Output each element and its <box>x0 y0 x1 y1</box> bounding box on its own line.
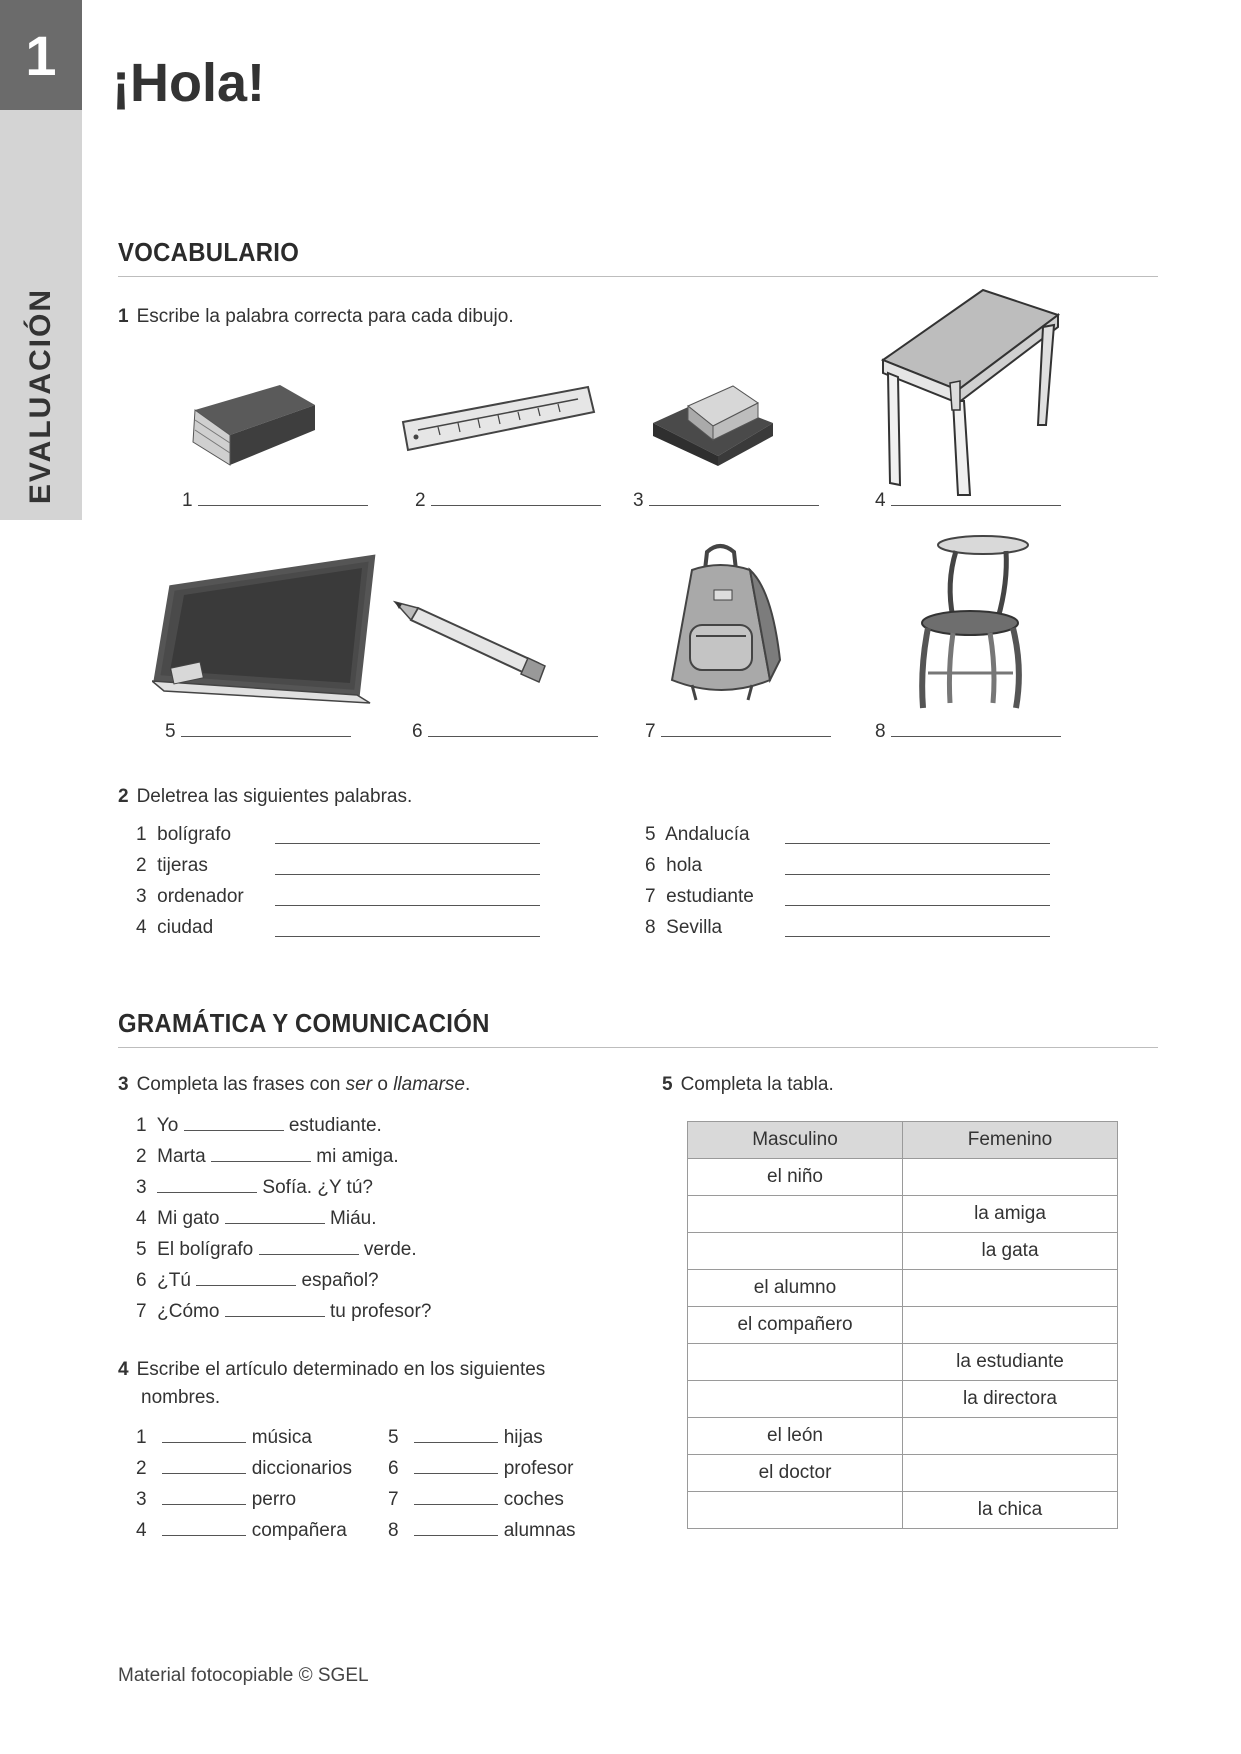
article-item: 7 coches <box>388 1489 564 1510</box>
answer-blank[interactable] <box>785 935 1050 937</box>
pencil-icon <box>393 598 553 683</box>
exercise-5-heading: 5 Completa la tabla. <box>662 1074 834 1095</box>
article-item: 8 alumnas <box>388 1520 576 1541</box>
side-label-container <box>0 110 82 520</box>
answer-blank[interactable] <box>891 504 1061 506</box>
table-cell[interactable] <box>903 1270 1118 1307</box>
answer-blank[interactable] <box>211 1160 311 1162</box>
answer-blank[interactable] <box>785 904 1050 906</box>
answer-blank[interactable] <box>259 1253 359 1255</box>
table-cell[interactable]: la directora <box>903 1381 1118 1418</box>
chair-icon <box>898 533 1033 713</box>
article-item: 3 perro <box>136 1489 297 1510</box>
answer-blank[interactable] <box>275 842 540 844</box>
answer-blank[interactable] <box>414 1534 498 1536</box>
sentence-item: 4 Mi gato Miáu. <box>136 1208 377 1229</box>
page-title: ¡Hola! <box>112 53 265 113</box>
picture-label-2: 2 <box>415 490 601 512</box>
picture-label-6: 6 <box>412 721 598 743</box>
exercise-instruction: Escribe la palabra correcta para cada dibujo. <box>136 306 514 327</box>
answer-blank[interactable] <box>225 1315 325 1317</box>
table-row <box>688 1344 1118 1381</box>
table-cell[interactable]: la gata <box>903 1233 1118 1270</box>
answer-blank[interactable] <box>431 504 601 506</box>
answer-blank[interactable] <box>198 504 368 506</box>
answer-blank[interactable] <box>891 735 1061 737</box>
answer-blank[interactable] <box>414 1503 498 1505</box>
section-heading-vocabulario: VOCABULARIO <box>118 237 300 267</box>
article-item: 4 compañera <box>136 1520 347 1541</box>
exercise-4-heading-cont: nombres. <box>141 1387 221 1408</box>
picture-label-3: 3 <box>633 490 819 512</box>
table-cell[interactable] <box>903 1418 1118 1455</box>
answer-blank[interactable] <box>275 935 540 937</box>
spell-item: 3 ordenador <box>136 886 244 907</box>
exercise-1-heading <box>118 306 514 328</box>
sentence-item: 5 El bolígrafo verde. <box>136 1239 417 1260</box>
gender-table <box>687 1121 1118 1529</box>
table-header: Femenino <box>903 1122 1118 1159</box>
table-cell[interactable] <box>688 1492 903 1529</box>
sentence-item: 7 ¿Cómo tu profesor? <box>136 1301 432 1322</box>
answer-blank[interactable] <box>162 1472 246 1474</box>
table-cell[interactable]: la amiga <box>903 1196 1118 1233</box>
spell-item: 2 tijeras <box>136 855 208 876</box>
answer-blank[interactable] <box>225 1222 325 1224</box>
answer-blank[interactable] <box>196 1284 296 1286</box>
blackboard-icon <box>152 553 382 713</box>
table-row <box>688 1196 1118 1233</box>
answer-blank[interactable] <box>428 735 598 737</box>
spell-item: 4 ciudad <box>136 917 214 938</box>
table-cell[interactable]: la chica <box>903 1492 1118 1529</box>
spell-item: 8 Sevilla <box>645 917 723 938</box>
answer-blank[interactable] <box>181 735 351 737</box>
answer-blank[interactable] <box>414 1441 498 1443</box>
answer-blank[interactable] <box>162 1534 246 1536</box>
table-row <box>688 1455 1118 1492</box>
table-cell[interactable] <box>688 1344 903 1381</box>
table-cell[interactable]: el león <box>688 1418 903 1455</box>
table-cell[interactable] <box>688 1196 903 1233</box>
table-row <box>688 1381 1118 1418</box>
spell-item: 6 hola <box>645 855 703 876</box>
exercise-number: 2 <box>118 786 129 807</box>
exercise-number: 1 <box>118 306 129 327</box>
spell-item: 7 estudiante <box>645 886 754 907</box>
ruler-icon <box>398 382 598 457</box>
table-cell[interactable] <box>903 1455 1118 1492</box>
table-cell[interactable] <box>688 1233 903 1270</box>
answer-blank[interactable] <box>414 1472 498 1474</box>
section-heading-gramatica: GRAMÁTICA Y COMUNICACIÓN <box>118 1008 490 1038</box>
exercise-instruction: Deletrea las siguientes palabras. <box>136 786 413 807</box>
article-item: 2 diccionarios <box>136 1458 353 1479</box>
table-cell[interactable]: el doctor <box>688 1455 903 1492</box>
answer-blank[interactable] <box>275 904 540 906</box>
table-cell[interactable] <box>903 1307 1118 1344</box>
table-header: Masculino <box>688 1122 903 1159</box>
answer-blank[interactable] <box>157 1191 257 1193</box>
spell-item: 5 Andalucía <box>645 824 750 845</box>
footer: Material fotocopiable © SGEL <box>118 1665 369 1686</box>
table-cell[interactable]: el compañero <box>688 1307 903 1344</box>
exercise-number: 4 <box>118 1359 129 1380</box>
answer-blank[interactable] <box>162 1441 246 1443</box>
table-cell[interactable] <box>688 1381 903 1418</box>
book-icon <box>185 380 320 475</box>
table-cell[interactable]: el niño <box>688 1159 903 1196</box>
table-row <box>688 1270 1118 1307</box>
unit-number: 1 <box>0 0 82 110</box>
table-row <box>688 1492 1118 1529</box>
answer-blank[interactable] <box>162 1503 246 1505</box>
article-item: 5 hijas <box>388 1427 543 1448</box>
answer-blank[interactable] <box>649 504 819 506</box>
answer-blank[interactable] <box>785 842 1050 844</box>
table-cell[interactable] <box>903 1159 1118 1196</box>
exercise-2-heading <box>118 786 412 808</box>
section-rule <box>118 276 1158 277</box>
picture-label-7: 7 <box>645 721 831 743</box>
picture-label-1: 1 <box>182 490 368 512</box>
table-row <box>688 1418 1118 1455</box>
answer-blank[interactable] <box>275 873 540 875</box>
table-cell[interactable]: el alumno <box>688 1270 903 1307</box>
picture-label-8: 8 <box>875 721 1061 743</box>
exercise-3-heading: 3 Completa las frases con ser o llamarse. <box>118 1074 471 1095</box>
answer-blank[interactable] <box>661 735 831 737</box>
table-cell[interactable]: la estudiante <box>903 1344 1118 1381</box>
table-icon <box>878 285 1063 500</box>
spell-item: 1 bolígrafo <box>136 824 232 845</box>
exercise-4-heading: 4 Escribe el artículo determinado en los siguientes <box>118 1359 546 1380</box>
exercise-number: 3 <box>118 1074 129 1095</box>
sentence-item: 2 Marta mi amiga. <box>136 1146 399 1167</box>
exercise-number: 5 <box>662 1074 673 1095</box>
sentence-item: 6 ¿Tú español? <box>136 1270 379 1291</box>
section-rule <box>118 1047 1158 1048</box>
sentence-item: 3 Sofía. ¿Y tú? <box>136 1177 373 1198</box>
picture-label-5: 5 <box>165 721 351 743</box>
sentence-item: 1 Yo estudiante. <box>136 1115 382 1136</box>
table-row <box>688 1159 1118 1196</box>
eraser-icon <box>648 368 778 468</box>
table-row <box>688 1307 1118 1344</box>
answer-blank[interactable] <box>785 873 1050 875</box>
backpack-icon <box>652 540 787 710</box>
table-row <box>688 1233 1118 1270</box>
picture-label-4: 4 <box>875 490 1061 512</box>
article-item: 1 música <box>136 1427 312 1448</box>
answer-blank[interactable] <box>184 1129 284 1131</box>
article-item: 6 profesor <box>388 1458 574 1479</box>
side-label: EVALUACIÓN <box>24 287 57 504</box>
